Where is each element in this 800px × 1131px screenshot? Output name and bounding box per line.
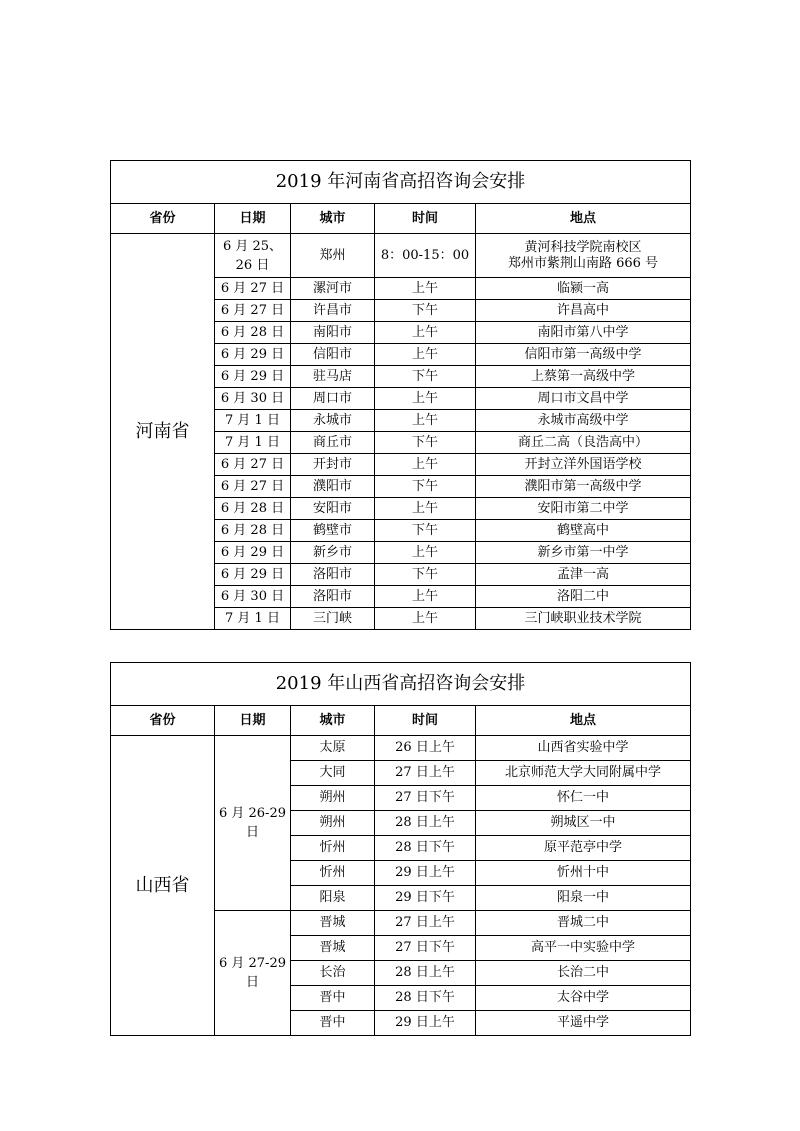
place-line: 黄河科技学院南校区 xyxy=(524,239,642,255)
henan-schedule-table xyxy=(110,160,691,630)
city-cell: 阳泉 xyxy=(291,886,375,911)
time-cell: 27 日上午 xyxy=(375,761,476,786)
henan-table-title: 2019 年河南省高招咨询会安排 xyxy=(111,161,691,204)
time-cell: 上午 xyxy=(375,278,476,300)
city-cell: 开封市 xyxy=(291,454,375,476)
header-date: 日期 xyxy=(215,204,291,234)
time-cell: 上午 xyxy=(375,498,476,520)
date-cell: 6 月 28 日 xyxy=(215,322,291,344)
place-cell: 原平范亭中学 xyxy=(476,836,691,861)
city-cell: 晋城 xyxy=(291,911,375,936)
place-cell: 太谷中学 xyxy=(476,986,691,1011)
city-cell: 晋城 xyxy=(291,936,375,961)
time-cell: 29 日下午 xyxy=(375,886,476,911)
time-cell: 上午 xyxy=(375,608,476,630)
time-cell: 29 日上午 xyxy=(375,861,476,886)
city-cell: 洛阳市 xyxy=(291,586,375,608)
place-cell: 高平一中实验中学 xyxy=(476,936,691,961)
city-cell: 鹤壁市 xyxy=(291,520,375,542)
place-cell: 永城市高级中学 xyxy=(476,410,691,432)
city-cell: 驻马店 xyxy=(291,366,375,388)
date-cell: 6 月 28 日 xyxy=(215,498,291,520)
date-cell: 6 月 30 日 xyxy=(215,586,291,608)
date-cell: 6 月 27 日 xyxy=(215,454,291,476)
city-cell: 周口市 xyxy=(291,388,375,410)
place-cell: 孟津一高 xyxy=(476,564,691,586)
place-cell: 山西省实验中学 xyxy=(476,736,691,761)
time-cell: 上午 xyxy=(375,586,476,608)
shanxi-schedule-table xyxy=(110,662,691,1036)
date-cell: 6 月 28 日 xyxy=(215,520,291,542)
date-cell: 6 月 27 日 xyxy=(215,476,291,498)
date-cell: 6 月 29 日 xyxy=(215,366,291,388)
place-cell: 信阳市第一高级中学 xyxy=(476,344,691,366)
date-cell: 6 月 27 日 xyxy=(215,278,291,300)
city-cell: 朔州 xyxy=(291,811,375,836)
time-cell: 28 日下午 xyxy=(375,986,476,1011)
place-cell: 濮阳市第一高级中学 xyxy=(476,476,691,498)
date-cell: 6 月 29 日 xyxy=(215,564,291,586)
time-cell: 上午 xyxy=(375,410,476,432)
city-cell: 晋中 xyxy=(291,986,375,1011)
place-cell: 周口市文昌中学 xyxy=(476,388,691,410)
place-cell: 商丘二高（良浩高中） xyxy=(476,432,691,454)
city-cell: 安阳市 xyxy=(291,498,375,520)
city-cell: 长治 xyxy=(291,961,375,986)
place-cell: 平遥中学 xyxy=(476,1011,691,1036)
header-time: 时间 xyxy=(375,204,476,234)
place-cell: 安阳市第二中学 xyxy=(476,498,691,520)
time-cell: 上午 xyxy=(375,344,476,366)
date-cell: 7 月 1 日 xyxy=(215,608,291,630)
place-address-line: 郑州市紫荆山南路 666 号 xyxy=(507,255,659,271)
place-cell: 阳泉一中 xyxy=(476,886,691,911)
place-cell: 晋城二中 xyxy=(476,911,691,936)
time-cell: 下午 xyxy=(375,300,476,322)
city-cell: 信阳市 xyxy=(291,344,375,366)
header-date: 日期 xyxy=(215,706,291,736)
city-cell: 大同 xyxy=(291,761,375,786)
time-cell: 下午 xyxy=(375,520,476,542)
place-cell: 开封立洋外国语学校 xyxy=(476,454,691,476)
city-cell: 漯河市 xyxy=(291,278,375,300)
city-cell: 晋中 xyxy=(291,1011,375,1036)
place-cell: 怀仁一中 xyxy=(476,786,691,811)
date-group-cell: 6 月 27-29 日 xyxy=(215,911,291,1036)
place-cell: 鹤壁高中 xyxy=(476,520,691,542)
header-city: 城市 xyxy=(291,204,375,234)
time-cell: 上午 xyxy=(375,454,476,476)
time-cell: 下午 xyxy=(375,564,476,586)
place-cell: 临颍一高 xyxy=(476,278,691,300)
header-place: 地点 xyxy=(476,204,691,234)
place-cell: 南阳市第八中学 xyxy=(476,322,691,344)
city-cell: 新乡市 xyxy=(291,542,375,564)
date-cell: 6 月 27 日 xyxy=(215,300,291,322)
time-cell: 26 日上午 xyxy=(375,736,476,761)
header-province: 省份 xyxy=(111,706,215,736)
header-province: 省份 xyxy=(111,204,215,234)
time-cell: 下午 xyxy=(375,432,476,454)
date-cell: 6 月 30 日 xyxy=(215,388,291,410)
place-cell: 长治二中 xyxy=(476,961,691,986)
province-cell: 河南省 xyxy=(111,234,215,630)
place-cell: 忻州十中 xyxy=(476,861,691,886)
place-cell: 许昌高中 xyxy=(476,300,691,322)
place-cell: 三门峡职业技术学院 xyxy=(476,608,691,630)
city-cell: 永城市 xyxy=(291,410,375,432)
place-cell: 新乡市第一中学 xyxy=(476,542,691,564)
place-cell xyxy=(476,234,691,278)
time-cell: 27 日上午 xyxy=(375,911,476,936)
henan-header-row xyxy=(111,204,691,234)
date-cell: 7 月 1 日 xyxy=(215,410,291,432)
date-cell: 7 月 1 日 xyxy=(215,432,291,454)
date-cell: 6 月 29 日 xyxy=(215,344,291,366)
time-cell: 27 日下午 xyxy=(375,936,476,961)
city-cell: 南阳市 xyxy=(291,322,375,344)
place-cell: 上蔡第一高级中学 xyxy=(476,366,691,388)
time-cell: 8：00-15：00 xyxy=(375,234,476,278)
shanxi-table-title: 2019 年山西省高招咨询会安排 xyxy=(111,663,691,706)
city-cell: 三门峡 xyxy=(291,608,375,630)
city-cell: 濮阳市 xyxy=(291,476,375,498)
time-cell: 下午 xyxy=(375,366,476,388)
date-cell: 6 月 25、26 日 xyxy=(215,234,291,278)
time-cell: 上午 xyxy=(375,322,476,344)
province-cell: 山西省 xyxy=(111,736,215,1036)
place-cell: 北京师范大学大同附属中学 xyxy=(476,761,691,786)
time-cell: 28 日上午 xyxy=(375,961,476,986)
header-time: 时间 xyxy=(375,706,476,736)
time-cell: 下午 xyxy=(375,476,476,498)
date-cell: 6 月 29 日 xyxy=(215,542,291,564)
time-cell: 27 日下午 xyxy=(375,786,476,811)
city-cell: 忻州 xyxy=(291,861,375,886)
city-cell: 许昌市 xyxy=(291,300,375,322)
place-cell: 洛阳二中 xyxy=(476,586,691,608)
city-cell: 太原 xyxy=(291,736,375,761)
header-place: 地点 xyxy=(476,706,691,736)
city-cell: 忻州 xyxy=(291,836,375,861)
shanxi-header-row xyxy=(111,706,691,736)
time-cell: 上午 xyxy=(375,388,476,410)
time-cell: 29 日上午 xyxy=(375,1011,476,1036)
date-group-cell: 6 月 26-29 日 xyxy=(215,736,291,911)
place-cell: 朔城区一中 xyxy=(476,811,691,836)
city-cell: 郑州 xyxy=(291,234,375,278)
time-cell: 28 日下午 xyxy=(375,836,476,861)
city-cell: 洛阳市 xyxy=(291,564,375,586)
city-cell: 商丘市 xyxy=(291,432,375,454)
time-cell: 上午 xyxy=(375,542,476,564)
header-city: 城市 xyxy=(291,706,375,736)
time-cell: 28 日上午 xyxy=(375,811,476,836)
table-row xyxy=(111,736,691,761)
city-cell: 朔州 xyxy=(291,786,375,811)
table-row xyxy=(111,234,691,278)
